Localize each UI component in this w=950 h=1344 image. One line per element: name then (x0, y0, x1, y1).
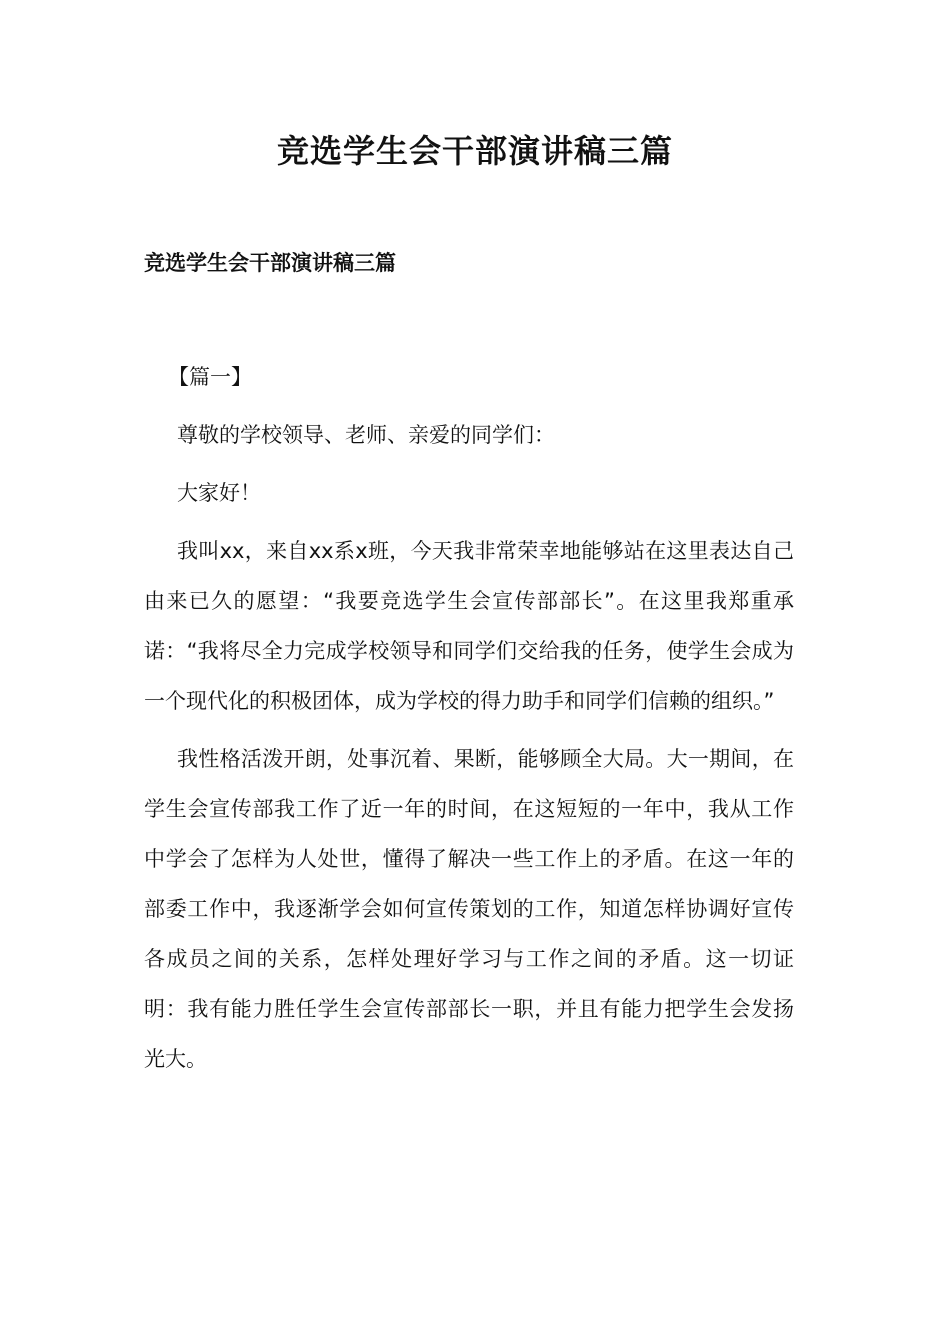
greeting-paragraph: 大家好！ (177, 481, 261, 505)
document-subtitle: 竞选学生会干部演讲稿三篇 (144, 251, 396, 275)
salutation-paragraph: 尊敬的学校领导、老师、亲爱的同学们： (177, 423, 555, 447)
experience-paragraph: 我性格活泼开朗，处事沉着、果断，能够顾全大局。大一期间，在学生会宣传部我工作了近一年的时间，在这短短的一年中，我从工作中学会了怎样为人处世，懂得了解决一些工作上的矛盾。在这一年的部委工作中，我逐渐学会如何宣传策划的工作，知道怎样协调好宣传各成员之间的关系，怎样处理好学习与工作之间的矛盾。这一切证明：我有能力胜任学生会宣传部部长一职，并且有能力把学生会发扬光大。 (144, 747, 794, 1071)
introduction-paragraph: 我叫xx，来自xx系x班，今天我非常荣幸地能够站在这里表达自己由来已久的愿望：“我要竞选学生会宣传部部长”。在这里我郑重承诺：“我将尽全力完成学校领导和同学们交给我的任务，使学生会成为一个现代化的积极团体，成为学校的得力助手和同学们信赖的组织。” (144, 539, 794, 713)
document-body (144, 352, 794, 1092)
document-title: 竞选学生会干部演讲稿三篇 (276, 132, 673, 170)
section-label: 【篇一】 (168, 365, 252, 389)
